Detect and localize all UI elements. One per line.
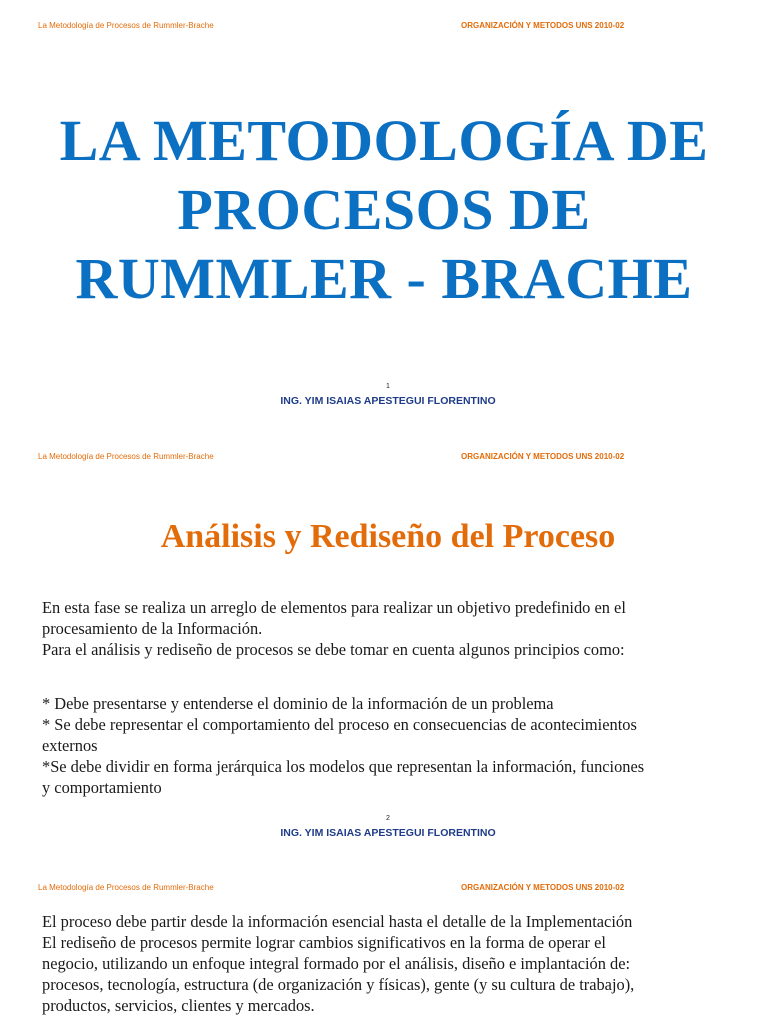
list-item: * Debe presentarse y entenderse el dominio de la información de un problema xyxy=(42,694,554,713)
principles-list xyxy=(42,693,742,798)
section-heading: Análisis y Rediseño del Proceso xyxy=(160,518,616,555)
text-line: El proceso debe partir desde la información esencial hasta el detalle de la Implementación xyxy=(42,912,633,931)
slide1-title-line: PROCESOS DE xyxy=(177,177,591,242)
author-line: ING. YIM ISAIAS APESTEGUI FLORENTINO xyxy=(280,395,496,407)
author-line: ING. YIM ISAIAS APESTEGUI FLORENTINO xyxy=(280,827,496,839)
intro-paragraph xyxy=(42,597,742,660)
list-item: *Se debe dividir en forma jerárquica los modelos que representan la información, funciones xyxy=(42,757,645,776)
list-item: * Se debe representar el comportamiento del proceso en consecuencias de acontecimientos xyxy=(42,715,637,734)
text-line: procesos, tecnología, estructura (de organización y físicas), gente (y su cultura de trabajo), xyxy=(42,975,635,994)
text-line: productos, servicios, clientes y mercados. xyxy=(42,996,315,1015)
page-header-left: La Metodología de Procesos de Rummler-Brache xyxy=(38,21,214,30)
text-line: Para el análisis y rediseño de procesos se debe tomar en cuenta algunos principios como: xyxy=(42,640,625,659)
page-header-right: ORGANIZACIÓN Y METODOS UNS 2010-02 xyxy=(461,452,625,461)
list-item: y comportamiento xyxy=(42,778,162,797)
page-header-left: La Metodología de Procesos de Rummler-Brache xyxy=(38,883,214,892)
page-header-left: La Metodología de Procesos de Rummler-Brache xyxy=(38,452,214,461)
page-header-right: ORGANIZACIÓN Y METODOS UNS 2010-02 xyxy=(461,21,625,30)
text-line: El rediseño de procesos permite lograr cambios significativos en la forma de operar el xyxy=(42,933,606,952)
text-line: negocio, utilizando un enfoque integral formado por el análisis, diseño e implantación de: xyxy=(42,954,631,973)
slide1-title-line: RUMMLER - BRACHE xyxy=(75,246,693,311)
page-number: 2 xyxy=(386,815,390,822)
text-line: procesamiento de la Información. xyxy=(42,619,263,638)
page-number: 1 xyxy=(386,383,390,390)
page-header-right: ORGANIZACIÓN Y METODOS UNS 2010-02 xyxy=(461,883,625,892)
slide1-title xyxy=(0,106,768,313)
body-paragraph xyxy=(42,911,742,1016)
text-line: En esta fase se realiza un arreglo de elementos para realizar un objetivo predefinido en el xyxy=(42,598,626,617)
slide1-title-line: LA METODOLOGÍA DE xyxy=(59,108,709,173)
list-item: externos xyxy=(42,736,98,755)
